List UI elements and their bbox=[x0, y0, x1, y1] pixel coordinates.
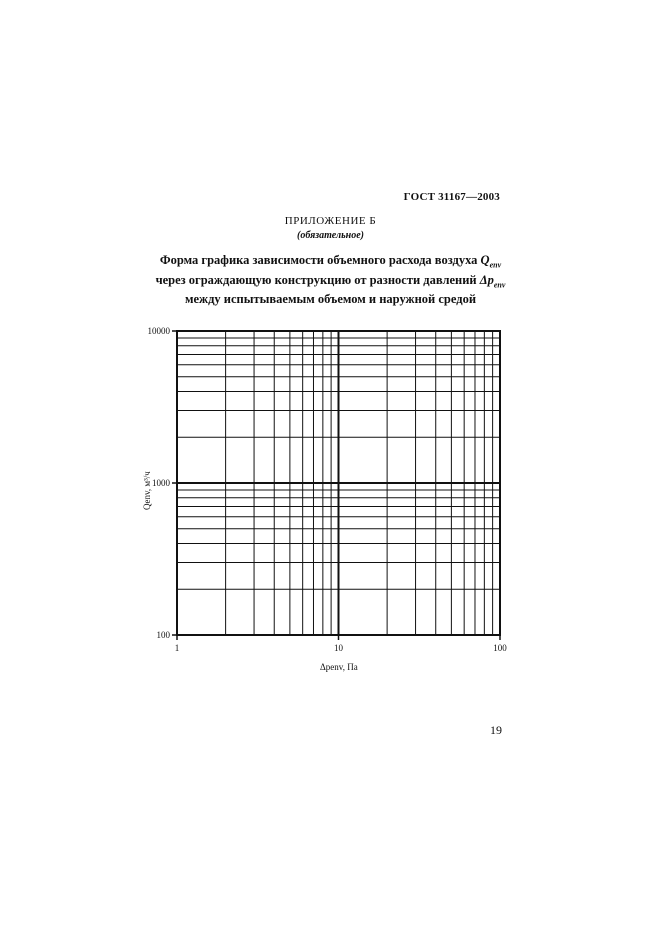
appendix-note: (обязательное) bbox=[297, 230, 364, 241]
document-code: ГОСТ 31167—2003 bbox=[403, 191, 500, 203]
title-symbol-q: Q bbox=[480, 253, 490, 267]
x-tick-label: 10 bbox=[334, 643, 343, 653]
y-axis-label: Qenv, м³/ч bbox=[142, 471, 152, 510]
y-tick-label: 100 bbox=[156, 630, 170, 640]
title-symbol-q-sub: env bbox=[489, 260, 502, 270]
appendix-label: ПРИЛОЖЕНИЕ Б bbox=[284, 215, 377, 227]
x-tick-label: 100 bbox=[493, 643, 507, 653]
x-tick-label: 1 bbox=[174, 643, 180, 653]
title-line-3-text: между испытываемым объемом и наружной средой bbox=[184, 292, 477, 306]
title-line-2-text: через ограждающую конструкцию от разности давлений bbox=[155, 272, 480, 287]
page-number: 19 bbox=[490, 723, 502, 737]
axis-ticks bbox=[172, 331, 500, 640]
x-axis-label: Δpenv, Па bbox=[320, 662, 358, 672]
y-tick-label: 10000 bbox=[147, 326, 170, 336]
title-line-1-text: Форма графика зависимости объемного расхода воздуха bbox=[159, 253, 481, 267]
title-symbol-dp-sub: env bbox=[493, 280, 506, 289]
title-symbol-dp: Δp bbox=[479, 272, 494, 287]
y-tick-label: 1000 bbox=[152, 478, 170, 488]
